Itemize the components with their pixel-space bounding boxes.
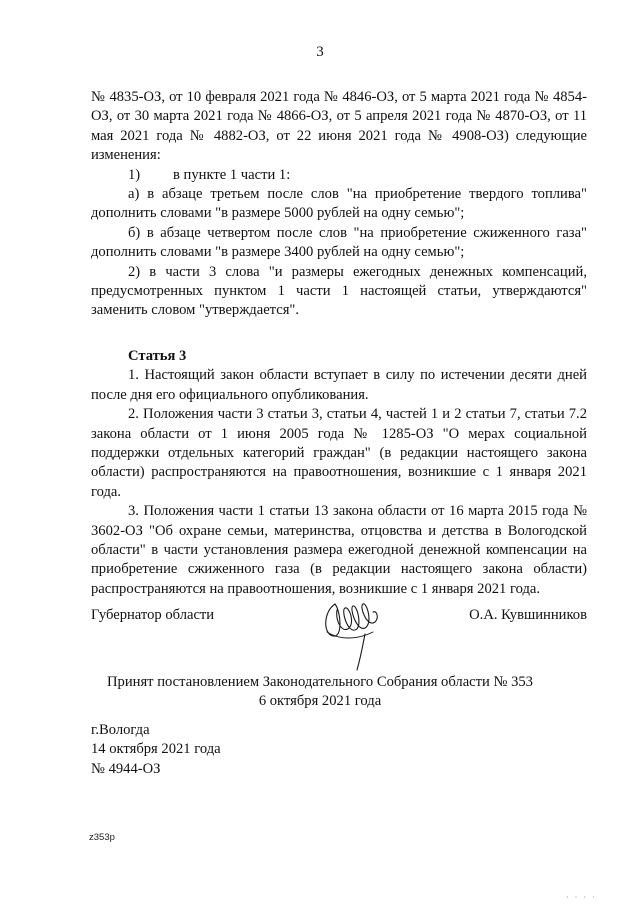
city: г.Вологда [91,722,150,738]
article-title: Статья 3 [128,347,187,364]
law-number: № 4944-ОЗ [91,760,161,777]
list-item-2: 2) в части 3 слова "и размеры ежегодных денежных компенсаций, предусмотренных пунктом 1 части 1 настоящей статьи, утверждаются" заменить словом "утверждается". [91,263,587,319]
adoption-line-1: Принят постановлением Законодательного Собрания области № 353 [107,674,533,690]
governor-name: О.А. Кувшинников [469,607,587,623]
sub-item-a: а) в абзаце третьем после слов "на приобретение твердого топлива" дополнить словами "в размере 5000 рублей на одну семью"; [91,186,587,222]
list-item-number: 1) [128,166,141,183]
adoption-line-2: 6 октября 2021 года [258,693,382,710]
handwritten-signature [317,582,387,677]
signature-row [91,600,587,680]
article-3-part-1: 1. Настоящий закон области вступает в силу по истечении десяти дней после дня его официального опубликования. [91,367,587,403]
signing-date: 14 октября 2021 года [91,741,221,758]
article-3-part-3: 3. Положения части 1 статьи 13 закона области от 16 марта 2015 года № 3602-ОЗ "Об охране семьи, материнства, отцовства и детства в Вологодской области" в части установления размера ежегодной денежной компенсации на приобретение сжиженного газа (в редакции настоящего закона области) распространяются на правоотношения, возникшие с 1 января 2021 года. [91,503,587,597]
paragraph-amendments-intro: № 4835-ОЗ, от 10 февраля 2021 года № 4846-ОЗ, от 5 марта 2021 года № 4854-ОЗ, от 30 марта 2021 года № 4866-ОЗ, от 5 апреля 2021 года № 4870-ОЗ, от 11 мая 2021 года № 4882-ОЗ, от 22 июня 2021 года № 4908-ОЗ) следующие изменения: [91,89,587,164]
governor-title: Губернатор области [91,607,215,623]
footer-code: z353p [89,832,115,843]
place-date-block [91,721,221,779]
page-number: 3 [316,44,324,60]
document-body [91,88,587,599]
scan-dots: · · · · [566,893,597,902]
article-3-part-2: 2. Положения части 3 статьи 3, статьи 4, частей 1 и 2 статьи 7, статьи 7.2 закона области от 1 июня 2005 года № 1285-ОЗ "О мерах социальной поддержки отдельных категорий граждан" (в редакции настоящего закона области) распространяются на правоотношения, возникшие с 1 января 2021 года. [91,406,587,500]
adoption-note [0,673,640,712]
list-item-text: в пункте 1 части 1: [173,166,291,183]
list-item-1 [91,166,587,185]
sub-item-b: б) в абзаце четвертом после слов "на приобретение сжиженного газа" дополнить словами "в размере 3400 рублей на одну семью"; [91,224,587,261]
